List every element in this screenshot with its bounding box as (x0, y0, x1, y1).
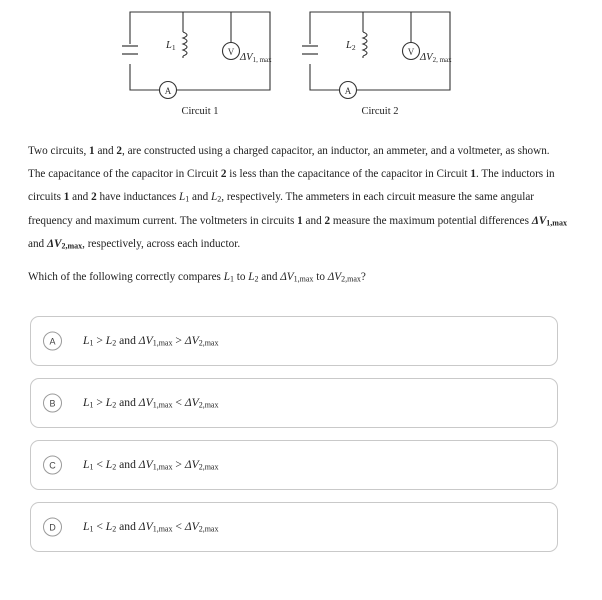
c-seg: > (172, 458, 185, 472)
q-seg: 2 (116, 145, 122, 157)
answer-choices (30, 316, 558, 564)
choice-d[interactable] (30, 502, 558, 552)
c-seg: ΔV (138, 396, 153, 410)
c-seg: 1 (89, 524, 94, 534)
q-seg: 1 (229, 274, 234, 284)
c-seg: ΔV (184, 334, 199, 348)
circuit-2-inductor-label: $L_2$ (346, 40, 356, 52)
q-seg: 2 (220, 168, 227, 181)
q-seg: have inductances (96, 191, 179, 204)
q-seg: . The inductors in circuits (28, 168, 555, 204)
q-seg: measure the maximum potential differences (330, 214, 532, 227)
q-seg: , respectively, across each inductor. (82, 237, 241, 250)
svg-text:V: V (227, 47, 235, 57)
q-seg: 2,max (61, 241, 83, 251)
choice-c-letter: C (43, 456, 62, 475)
choice-b[interactable] (30, 378, 558, 428)
c-seg: < (172, 520, 185, 534)
c-seg: ΔV (138, 334, 153, 348)
q-seg: 1 (470, 168, 476, 181)
circuit-1-caption: Circuit 1 (181, 106, 219, 117)
q-seg: and (94, 145, 117, 157)
q-seg: and (69, 191, 92, 204)
c-seg: < (93, 458, 106, 472)
q-seg: 1,max (293, 274, 314, 284)
q-seg: , respectively. The ammeters in each circuit measure the same angular frequency and maximum current. The voltmeters in circuits (28, 191, 535, 227)
circuit-1-inductor-label: $L_1$ (166, 40, 176, 52)
choice-b-text (83, 396, 218, 410)
c-seg: L (105, 520, 113, 534)
c-seg: and (116, 520, 139, 534)
c-seg: L (83, 520, 90, 534)
q-seg: to (233, 270, 249, 283)
c-seg: 1,max (152, 524, 173, 534)
q-seg: 1 (63, 191, 70, 204)
c-seg: 2,max (198, 462, 219, 472)
c-seg: 2,max (198, 338, 219, 348)
c-seg: 1,max (152, 338, 173, 348)
c-seg: L (83, 396, 90, 410)
c-seg: ΔV (184, 458, 199, 472)
c-seg: 2,max (198, 400, 219, 410)
c-seg: ΔV (184, 396, 199, 410)
circuit-2-caption: Circuit 2 (361, 106, 399, 117)
q-seg: ΔV (280, 270, 294, 283)
q-seg: , are constructed using a charged capacitor, an inductor, an ammeter, and a voltmeter, as shown. The capacitance of the capacitor in Circuit (28, 145, 550, 181)
c-seg: 2,max (198, 524, 219, 534)
q-seg: 1 (185, 194, 190, 204)
c-seg: > (93, 396, 106, 410)
q-seg: 2 (324, 214, 331, 227)
q-seg: Which of the following correctly compares (28, 270, 224, 283)
q-seg: ΔV (327, 270, 342, 283)
q-seg: and (302, 214, 325, 227)
svg-text:A: A (164, 86, 172, 96)
c-seg: 2 (112, 338, 117, 348)
c-seg: ΔV (138, 520, 153, 534)
question-text (28, 140, 568, 289)
circuit-1-diagram (120, 4, 280, 124)
q-seg: and (189, 191, 211, 204)
q-seg: ? (360, 270, 366, 283)
c-seg: 1,max (152, 462, 173, 472)
q-seg: L (179, 191, 186, 204)
q-seg: L (210, 191, 218, 204)
circuit-figure (0, 0, 602, 128)
c-seg: > (93, 334, 106, 348)
c-seg: L (105, 396, 113, 410)
circuit-2-voltmeter-label: $\Delta V_{2, max}$ (420, 52, 452, 64)
q-seg: 2 (91, 191, 97, 204)
c-seg: and (116, 396, 139, 410)
c-seg: 1 (89, 338, 94, 348)
q-seg: Two circuits, (28, 145, 90, 157)
q-seg: 2 (217, 194, 222, 204)
q-seg: ΔV (46, 237, 62, 250)
q-seg: to (313, 270, 328, 283)
c-seg: 2 (112, 524, 117, 534)
c-seg: 1 (89, 400, 94, 410)
c-seg: 2 (112, 462, 117, 472)
q-seg: and (258, 270, 281, 283)
c-seg: ΔV (138, 458, 153, 472)
q-seg: and (28, 237, 47, 250)
choice-d-letter: D (43, 518, 62, 537)
c-seg: L (83, 458, 90, 472)
choice-d-text (83, 520, 218, 534)
choice-a-letter: A (43, 332, 62, 351)
q-seg: is less than the capacitance of the capacitor in Circuit (226, 168, 471, 181)
c-seg: ΔV (184, 520, 199, 534)
c-seg: < (172, 396, 185, 410)
choice-c[interactable] (30, 440, 558, 490)
choice-b-letter: B (43, 394, 62, 413)
c-seg: and (116, 458, 139, 472)
q-seg: 1 (89, 145, 95, 157)
c-seg: L (105, 334, 113, 348)
c-seg: 1 (89, 462, 94, 472)
choice-c-text (83, 458, 218, 472)
c-seg: 2 (112, 400, 117, 410)
q-seg: ΔV (531, 214, 547, 227)
q-seg: 2 (254, 274, 259, 284)
c-seg: > (172, 334, 185, 348)
circuit-1-voltmeter-label: $\Delta V_{1, max}$ (240, 52, 272, 64)
q-seg: L (223, 270, 230, 283)
q-seg: 1 (297, 214, 303, 227)
choice-a-text (83, 334, 218, 348)
circuit-2-diagram (300, 4, 460, 124)
c-seg: L (105, 458, 113, 472)
svg-text:A: A (344, 86, 352, 96)
q-seg: 2,max (341, 274, 361, 284)
c-seg: and (116, 334, 139, 348)
choice-a[interactable] (30, 316, 558, 366)
question-final-line (28, 266, 568, 289)
c-seg: L (83, 334, 90, 348)
q-seg: 1,max (546, 218, 567, 228)
c-seg: 1,max (152, 400, 173, 410)
q-seg: L (248, 270, 255, 283)
svg-text:V: V (407, 47, 415, 57)
c-seg: < (93, 520, 106, 534)
